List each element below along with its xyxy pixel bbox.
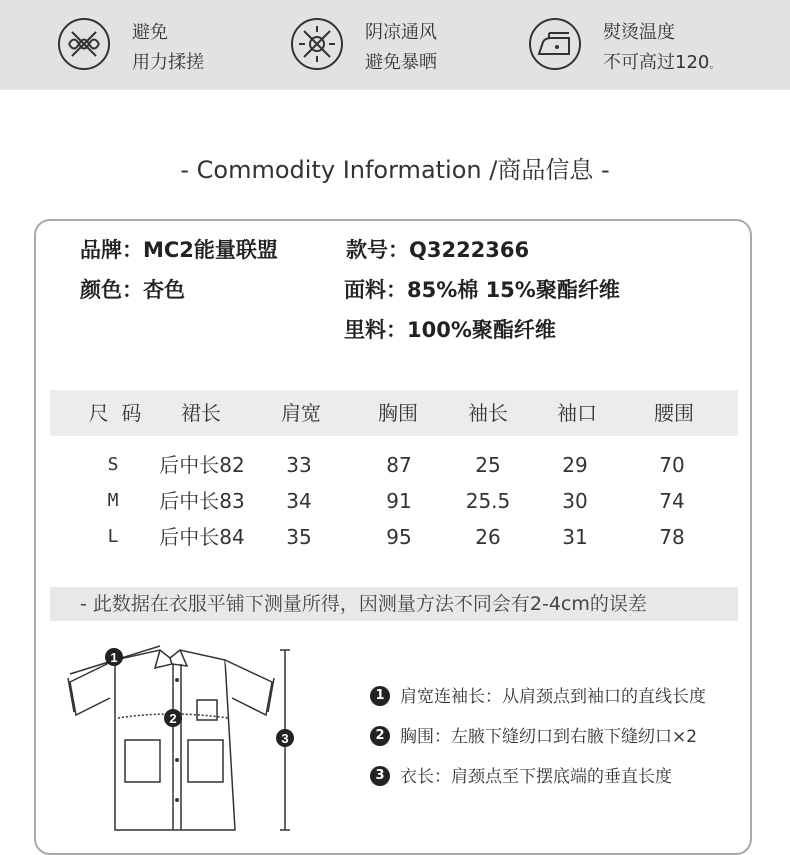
legend-text: 衣长：肩颈点至下摆底端的垂直长度 (400, 767, 672, 787)
care-label-line1: 避免 (132, 22, 168, 43)
cell-shoulder: 35 (286, 525, 312, 549)
cell-size: L (107, 526, 119, 547)
care-label-line1: 阴凉通风 (365, 22, 437, 43)
legend-number-badge: 1 (370, 686, 390, 706)
cell-cuff: 31 (562, 525, 588, 549)
shade-dry-icon (289, 16, 345, 72)
header-shoulder: 肩宽 (281, 401, 321, 425)
cell-bust: 87 (386, 453, 412, 477)
diagram-marker-1: 1 (110, 650, 118, 665)
header-dress-length: 裙长 (181, 401, 221, 425)
cell-sleeve-length: 25.5 (465, 489, 511, 513)
cell-shoulder: 34 (286, 489, 312, 513)
cell-size: S (107, 454, 119, 475)
cell-dress-length: 后中长84 (159, 525, 245, 549)
header-bust: 胸围 (378, 401, 418, 425)
cell-cuff: 30 (562, 489, 588, 513)
care-label-line2: 用力揉搓 (132, 52, 204, 73)
legend-number-badge: 2 (370, 726, 390, 746)
cell-bust: 91 (386, 489, 412, 513)
header-cuff: 袖口 (557, 401, 597, 425)
cell-waist: 70 (659, 453, 685, 477)
care-label-line1: 熨烫温度 (603, 22, 675, 43)
header-sleeve-length: 袖长 (468, 401, 508, 425)
legend-text: 肩宽连袖长：从肩颈点到袖口的直线长度 (400, 687, 706, 707)
header-waist: 腰围 (654, 401, 694, 425)
diagram-marker-2: 2 (169, 711, 177, 726)
header-size: 尺 码 (88, 401, 142, 425)
cell-bust: 95 (386, 525, 412, 549)
lining-info: 里料：100%聚酯纤维 (344, 318, 556, 342)
degree-mark: 。 (709, 60, 720, 71)
legend-text: 胸围：左腋下缝纫口到右腋下缝纫口×2 (400, 727, 698, 747)
cell-dress-length: 后中长83 (159, 489, 245, 513)
cell-dress-length: 后中长82 (159, 453, 245, 477)
care-instructions-bar (0, 0, 790, 90)
no-wring-icon (56, 16, 112, 72)
cell-waist: 74 (659, 489, 685, 513)
measurement-note: - 此数据在衣服平铺下测量所得，因测量方法不同会有2-4cm的误差 (80, 593, 647, 615)
iron-icon (527, 16, 583, 72)
section-title: - Commodity Information /商品信息 - (180, 156, 610, 184)
cell-cuff: 29 (562, 453, 588, 477)
garment-measurement-diagram (60, 640, 310, 840)
cell-sleeve-length: 26 (475, 525, 501, 549)
style-number-info: 款号：Q3222366 (346, 238, 530, 262)
diagram-marker-3: 3 (281, 731, 289, 746)
measurement-note-bar (50, 587, 738, 621)
cell-size: M (107, 490, 119, 511)
cell-waist: 78 (659, 525, 685, 549)
fabric-info: 面料：85%棉 15%聚酯纤维 (344, 278, 620, 302)
brand-info: 品牌：MC2能量联盟 (80, 238, 278, 262)
care-label-line2: 避免暴晒 (365, 52, 437, 73)
cell-shoulder: 33 (286, 453, 312, 477)
color-info: 颜色：杏色 (80, 278, 185, 302)
care-label-line2: 不可高过120 (603, 52, 710, 73)
cell-sleeve-length: 25 (475, 453, 501, 477)
size-table-header (50, 390, 738, 436)
legend-number-badge: 3 (370, 766, 390, 786)
